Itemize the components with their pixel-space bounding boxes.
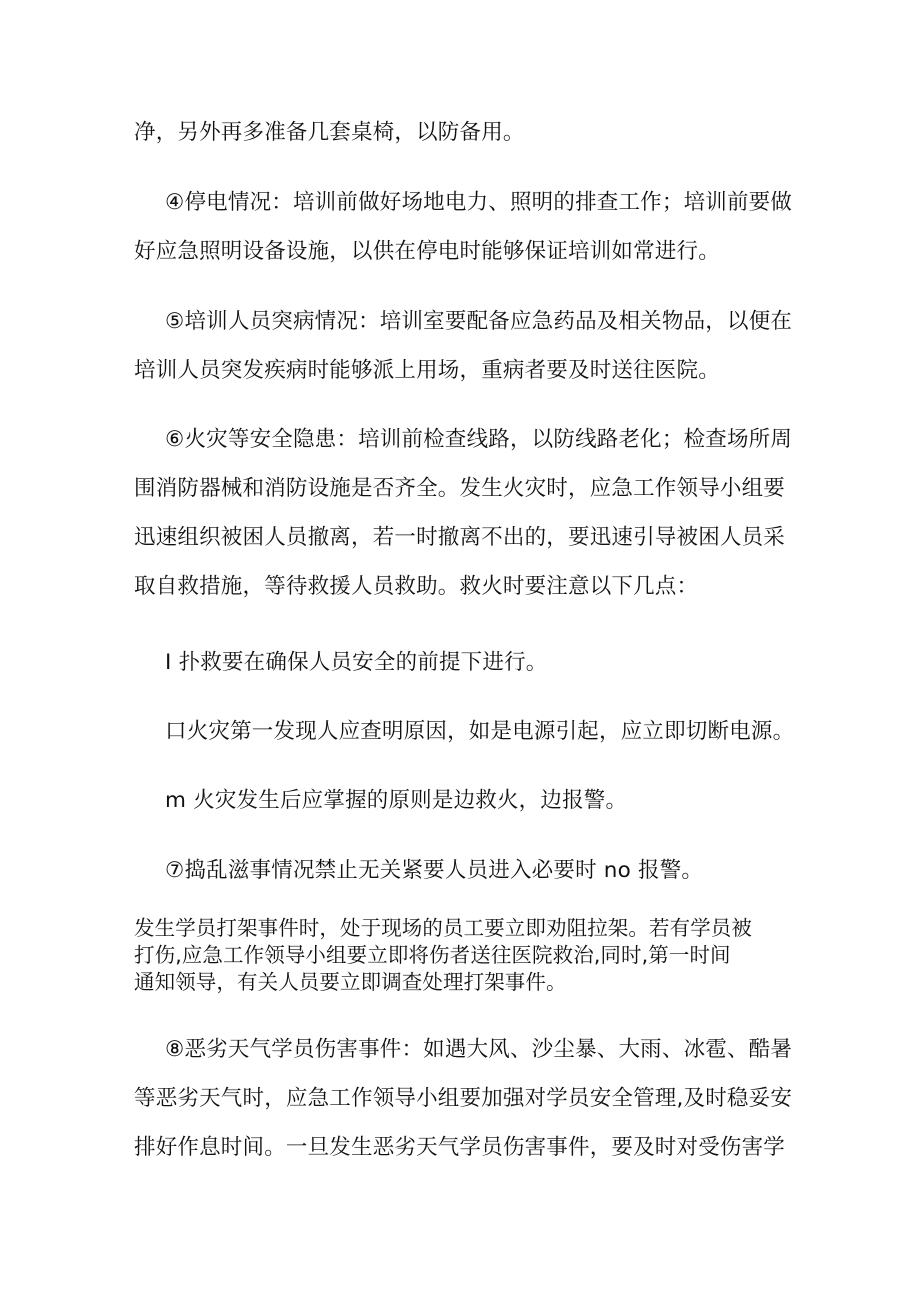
text-line: 迅速组织被困人员撤离，若一时撤离不出的，要迅速引导被困人员采 bbox=[134, 525, 786, 550]
text-line: 打伤,应急工作领导小组要立即将伤者送往医院救治,同时,第一时间 bbox=[134, 943, 731, 967]
paragraph-disturbance: ⑦捣乱滋事情况禁止无关紧要人员进入必要时 no 报警。 bbox=[165, 858, 704, 883]
text-line: 发生学员打架事件时，处于现场的员工要立即劝阻拉架。若有学员被 bbox=[134, 916, 752, 940]
text-line: 排好作息时间。一旦发生恶劣天气学员伤害事件，要及时对受伤害学 bbox=[134, 1135, 786, 1160]
list-item-fire-point-3: m 火灾发生后应掌握的原则是边救火，边报警。 bbox=[165, 788, 628, 813]
paragraph-power-outage: ④停电情况：培训前做好场地电力、照明的排查工作；培训前要做 bbox=[165, 190, 793, 215]
text-line: 好应急照明设备设施，以供在停电时能够保证培训如常进行。 bbox=[134, 239, 720, 264]
text-line: 通知领导，有关人员要立即调查处理打架事件。 bbox=[134, 970, 567, 994]
list-item-fire-point-2: 口火灾第一发现人应查明原因，如是电源引起，应立即切断电源。 bbox=[165, 719, 795, 744]
paragraph-sudden-illness: ⑤培训人员突病情况：培训室要配备应急药品及相关物品，以便在 bbox=[165, 309, 793, 334]
text-line: 取自救措施，等待救援人员救助。救火时要注意以下几点： bbox=[134, 574, 699, 599]
text-line: 围消防器械和消防设施是否齐全。发生火灾时，应急工作领导小组要 bbox=[134, 476, 786, 501]
list-item-fire-point-1: I 扑救要在确保人员安全的前提下进行。 bbox=[165, 650, 548, 675]
text-line: 等恶劣天气时，应急工作领导小组要加强对学员安全管理,及时稳妥安 bbox=[134, 1086, 793, 1111]
text-line: 培训人员突发疾病时能够派上用场，重病者要及时送往医院。 bbox=[134, 358, 720, 383]
paragraph-bad-weather: ⑧恶劣天气学员伤害事件：如遇大风、沙尘暴、大雨、冰雹、酷暑 bbox=[165, 1037, 793, 1062]
paragraph-fire-hazard: ⑥火灾等安全隐患：培训前检查线路，以防线路老化；检查场所周 bbox=[165, 427, 793, 452]
text-line: 净，另外再多准备几套桌椅，以防备用。 bbox=[134, 120, 525, 145]
